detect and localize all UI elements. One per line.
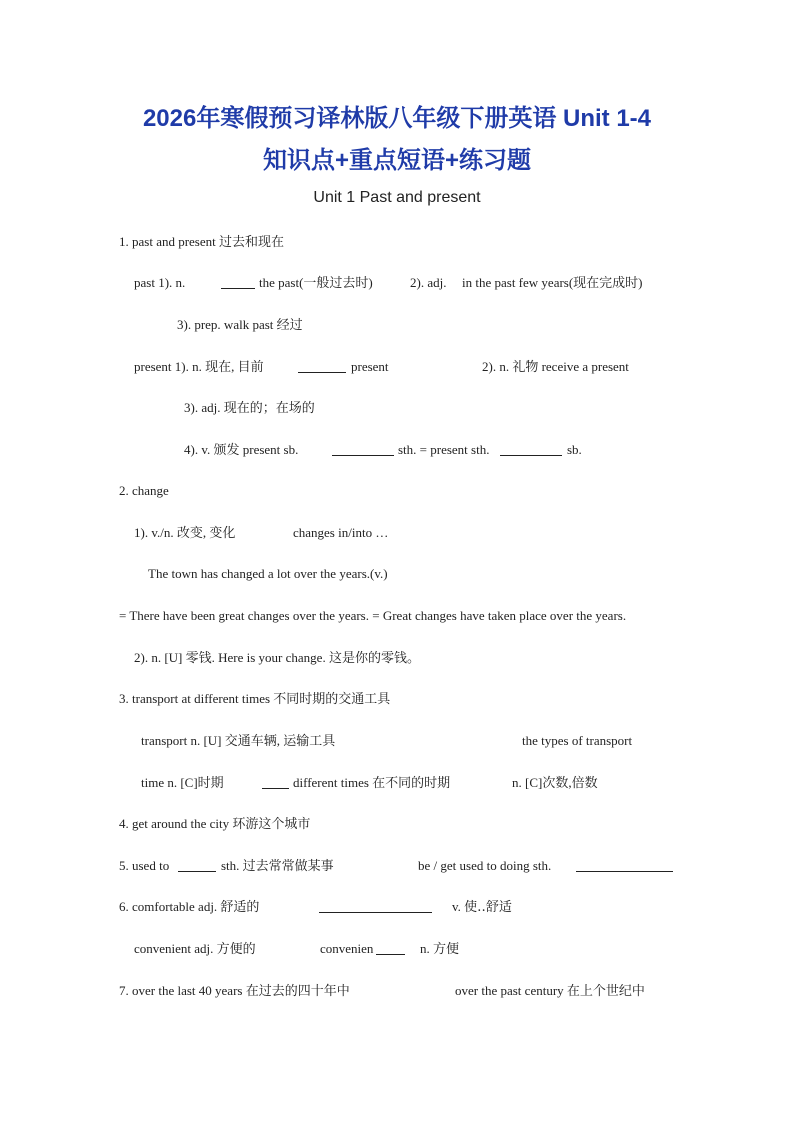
fill-blank bbox=[319, 900, 432, 913]
past-noun-example: the past(一般过去时) bbox=[259, 275, 373, 290]
fill-blank bbox=[262, 776, 289, 789]
present-gift-line: 2). n. 礼物 receive a present bbox=[482, 359, 629, 374]
equivalent-sentences: = There have been great changes over the years. = Great changes have taken place over the years. bbox=[119, 608, 627, 623]
change-phrase: changes in/into … bbox=[293, 525, 389, 540]
unit-heading: Unit 1 Past and present bbox=[313, 189, 481, 206]
item-5-compare: be / get used to doing sth. bbox=[418, 858, 552, 873]
item-1-heading: 1. past and present 过去和现在 bbox=[119, 234, 285, 249]
present-verb-middle: sth. = present sth. bbox=[398, 442, 490, 457]
time-example: different times 在不同的时期 bbox=[293, 775, 451, 790]
convenience-stem: convenien bbox=[320, 941, 374, 956]
change-verb-line: 1). v./n. 改变, 变化 bbox=[134, 525, 236, 540]
item-3-heading: 3. transport at different times 不同时期的交通工具 bbox=[119, 691, 391, 706]
past-adj-label: 2). adj. bbox=[410, 275, 447, 290]
time-count-meaning: n. [C]次数,倍数 bbox=[512, 775, 598, 790]
fill-blank bbox=[332, 443, 394, 456]
transport-line: transport n. [U] 交通车辆, 运输工具 bbox=[141, 733, 336, 748]
present-noun-label: present 1). n. 现在, 目前 bbox=[134, 359, 264, 374]
fill-blank bbox=[221, 276, 255, 289]
item-5-label: 5. used to bbox=[119, 858, 170, 873]
past-prep-line: 3). prep. walk past 经过 bbox=[177, 317, 303, 332]
past-adj-example: in the past few years(现在完成时) bbox=[462, 275, 643, 290]
example-sentence: The town has changed a lot over the years.(v.) bbox=[148, 566, 388, 581]
past-noun-label: past 1). n. bbox=[134, 275, 186, 290]
item-6-line: 6. comfortable adj. 舒适的 bbox=[119, 899, 260, 914]
fill-blank bbox=[376, 942, 405, 955]
document-title-line2: 知识点+重点短语+练习题 bbox=[262, 147, 532, 174]
item-4-line: 4. get around the city 环游这个城市 bbox=[119, 816, 311, 831]
item-7-compare: over the past century 在上个世纪中 bbox=[455, 983, 645, 998]
fill-blank bbox=[178, 859, 216, 872]
change-noun-line: 2). n. [U] 零钱. Here is your change. 这是你的零钱。 bbox=[134, 650, 420, 665]
item-6-verb: v. 使‥舒适 bbox=[452, 899, 512, 914]
item-2-heading: 2. change bbox=[119, 483, 169, 498]
present-verb-end: sb. bbox=[567, 442, 582, 457]
item-7-line: 7. over the last 40 years 在过去的四十年中 bbox=[119, 983, 350, 998]
transport-example: the types of transport bbox=[522, 733, 633, 748]
time-line: time n. [C]时期 bbox=[141, 775, 224, 790]
fill-blank bbox=[500, 443, 562, 456]
present-verb-label: 4). v. 颁发 present sb. bbox=[184, 442, 299, 457]
present-adj-line: 3). adj. 现在的；在场的 bbox=[184, 400, 315, 415]
fill-blank bbox=[298, 360, 346, 373]
fill-blank bbox=[576, 859, 673, 872]
item-5-meaning: sth. 过去常常做某事 bbox=[221, 858, 334, 873]
present-noun-example: present bbox=[351, 359, 389, 374]
convenient-line: convenient adj. 方便的 bbox=[134, 941, 256, 956]
convenience-meaning: n. 方便 bbox=[420, 941, 460, 956]
document-title: 2026年寒假预习译林版八年级下册英语 Unit 1-4 bbox=[142, 105, 652, 132]
